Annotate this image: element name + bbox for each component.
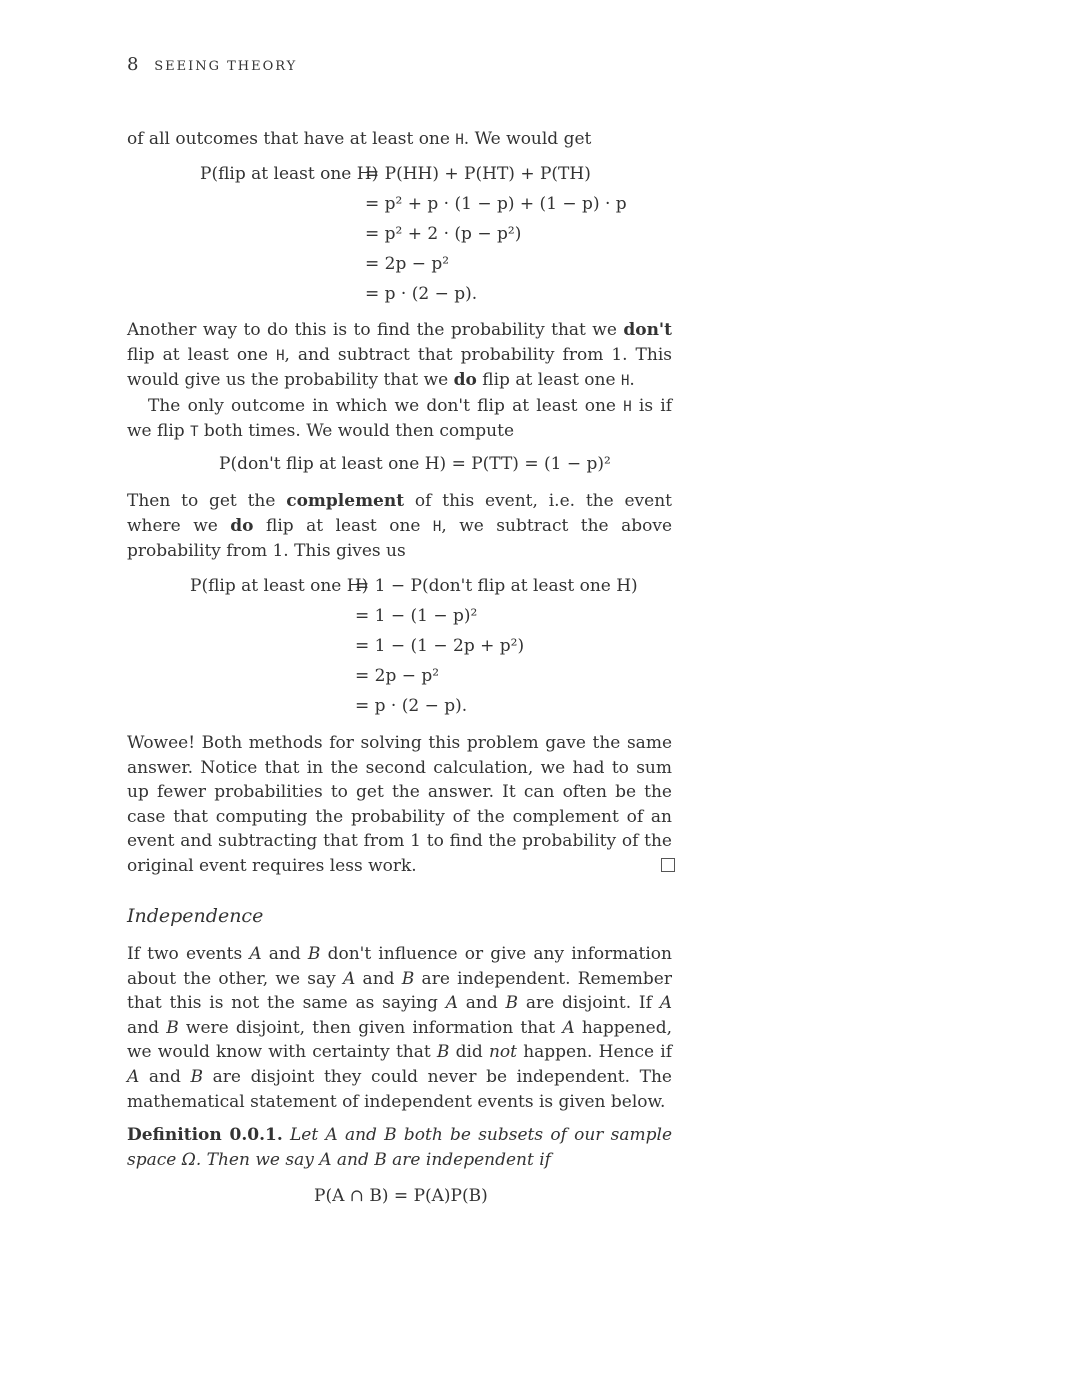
paragraph-complement-method: Another way to do this is to find the probability that we don't flip at least one H, and subtract that probability from 1. This would give us the probability that we do flip at least one H. The only outcome in which we don't flip at least one H is if we flip T both times. We would then compute: [127, 320, 673, 442]
equation-1-row-3: = p² + 2 · (p − p²): [365, 224, 522, 244]
running-title: SEEING THEORY: [154, 59, 298, 74]
equation-3-row-3: = 1 − (1 − 2p + p²): [355, 636, 525, 656]
equation-1-row-4: = 2p − p²: [365, 254, 450, 274]
paragraph-complement-event: Then to get the complement of this event, i.e. the event where we do flip at least one H, we subtract the above probability from 1. This gives us: [127, 491, 673, 562]
paragraph-conclusion: Wowee! Both methods for solving this problem gave the same answer. Notice that in the second calculation, we had to sum up fewer probabilities to get the answer. It can often be the case that computing the probability of the complement of an event and subtracting that from 1 to find the probability of the original event requires less work.: [127, 733, 672, 876]
definition-block: [127, 1123, 672, 1172]
section-title: Independence: [127, 905, 264, 927]
equation-1-row-5: = p · (2 − p).: [365, 284, 478, 304]
definition-body: Let A and B both be subsets of our sample space Ω. Then we say A and B are independent if: [127, 1125, 673, 1170]
definition-title: Definition 0.0.1.: [127, 1125, 283, 1145]
equation-3-lhs: P(flip at least one H): [190, 576, 369, 596]
equation-4: P(A ∩ B) = P(A)P(B): [314, 1186, 488, 1206]
page-header: [127, 54, 297, 75]
equation-1-row-1: = P(HH) + P(HT) + P(TH): [365, 164, 591, 184]
equation-2: P(don't flip at least one H) = P(TT) = (1 − p)²: [219, 454, 611, 474]
equation-1-row-2: = p² + p · (1 − p) + (1 − p) · p: [365, 194, 627, 214]
qed-square-icon: [661, 858, 675, 872]
equation-3-row-4: = 2p − p²: [355, 666, 440, 686]
paragraph-independence: If two events A and B don't influence or give any information about the other, we say A and B are independent. Remember that this is not the same as saying A and B are disjoint. If A and B were disjoint, then given information that A happened, we would know with certainty that B did not happen. Hence if A and B are disjoint they could never be independent. The mathematical statement of independent events is given below.: [127, 944, 673, 1112]
equation-3-row-2: = 1 − (1 − p)²: [355, 606, 478, 626]
equation-3-row-1: = 1 − P(don't flip at least one H): [355, 576, 638, 596]
equation-1-lhs: P(flip at least one H): [200, 164, 379, 184]
page-number: 8: [127, 54, 139, 75]
equation-3-row-5: = p · (2 − p).: [355, 696, 468, 716]
paragraph-intro: of all outcomes that have at least one H. We would get: [127, 129, 592, 149]
